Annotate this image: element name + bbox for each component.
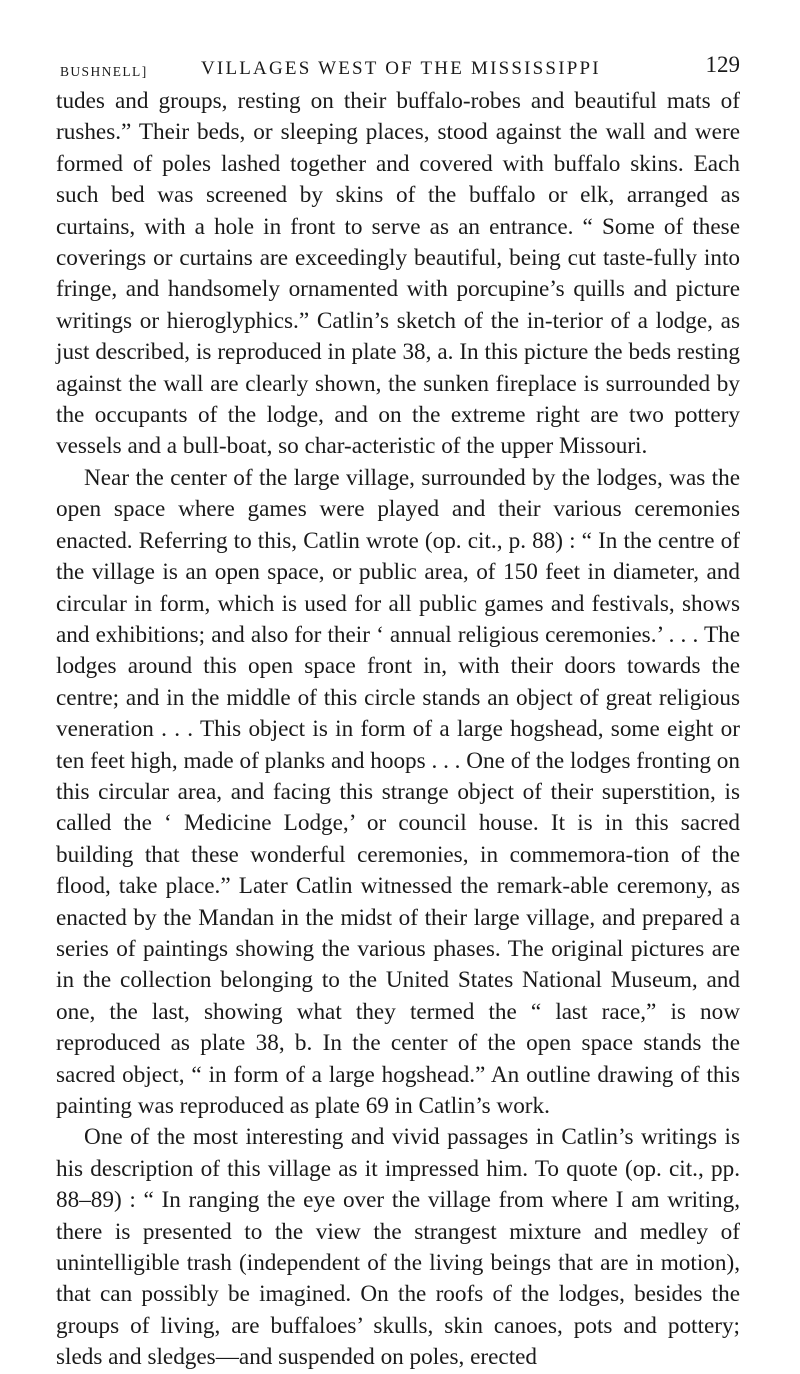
running-head [56,0,740,86]
running-head-title: VILLAGES WEST OF THE MISSISSIPPI [201,58,601,79]
paragraph-village-center: Near the center of the large village, surrounded by the lodges, was the open space where games were played and their various ceremonies enacted. Referring to this, Catlin wrote (op. cit., p. 88) : “ In the centre of the village is an open space, or public area, of 150 feet in diameter, and circular in form, which is used for all public games and festivals, shows and exhibitions; and also for their ‘ annual religious ceremonies.’ . . . The lodges around this open space front in, with their doors towards the centre; and in the middle of this circle stands an object of great religious veneration . . . This object is in form of a large hogshead, some eight or ten feet high, made of planks and hoops . . . One of the lodges fronting on this circular area, and facing this strange object of their superstition, is called the ‘ Medicine Lodge,’ or council house. It is in this sacred building that these wonderful ceremonies, in commemora-tion of the flood, take place.” Later Catlin witnessed the remark-able ceremony, as enacted by the Mandan in the midst of their large village, and prepared a series of paintings showing the various phases. The original pictures are in the collection belonging to the United States National Museum, and one, the last, showing what they termed the “ last race,” is now reproduced as plate 38, b. In the center of the open space stands the sacred object, “ in form of a large hogshead.” An outline drawing of this painting was reproduced as plate 69 in Catlin’s work. [56,464,740,1119]
body-text [56,86,740,1374]
running-head-author: BUSHNELL] [60,64,148,79]
paragraph-village-description: One of the most interesting and vivid passages in Catlin’s writings is his description of this village as it impressed him. To quote (op. cit., pp. 88–89) : “ In ranging the eye over the village from where I am writing, there is presented to the view the strangest mixture and medley of unintelligible trash (independent of the living beings that are in motion), that can possibly be imagined. On the roofs of the lodges, besides the groups of living, are buffaloes’ skulls, skin canoes, pots and pottery; sleds and sledges—and suspended on poles, erected [56,1124,740,1371]
paragraph-continued: tudes and groups, resting on their buffalo-robes and beautiful mats of rushes.” Their beds, or sleeping places, stood against the wall and were formed of poles lashed together and covered with buffalo skins. Each such bed was screened by skins of the buffalo or elk, arranged as curtains, with a hole in front to serve as an entrance. “ Some of these coverings or curtains are exceedingly beautiful, being cut taste-fully into fringe, and handsomely ornamented with porcupine’s quills and picture writings or hieroglyphics.” Catlin’s sketch of the in-terior of a lodge, as just described, is reproduced in plate 38, a. In this picture the beds resting against the wall are clearly shown, the sunken fireplace is surrounded by the occupants of the lodge, and on the extreme right are two pottery vessels and a bull-boat, so char-acteristic of the upper Missouri. [56,88,740,460]
page-number: 129 [705,52,740,77]
